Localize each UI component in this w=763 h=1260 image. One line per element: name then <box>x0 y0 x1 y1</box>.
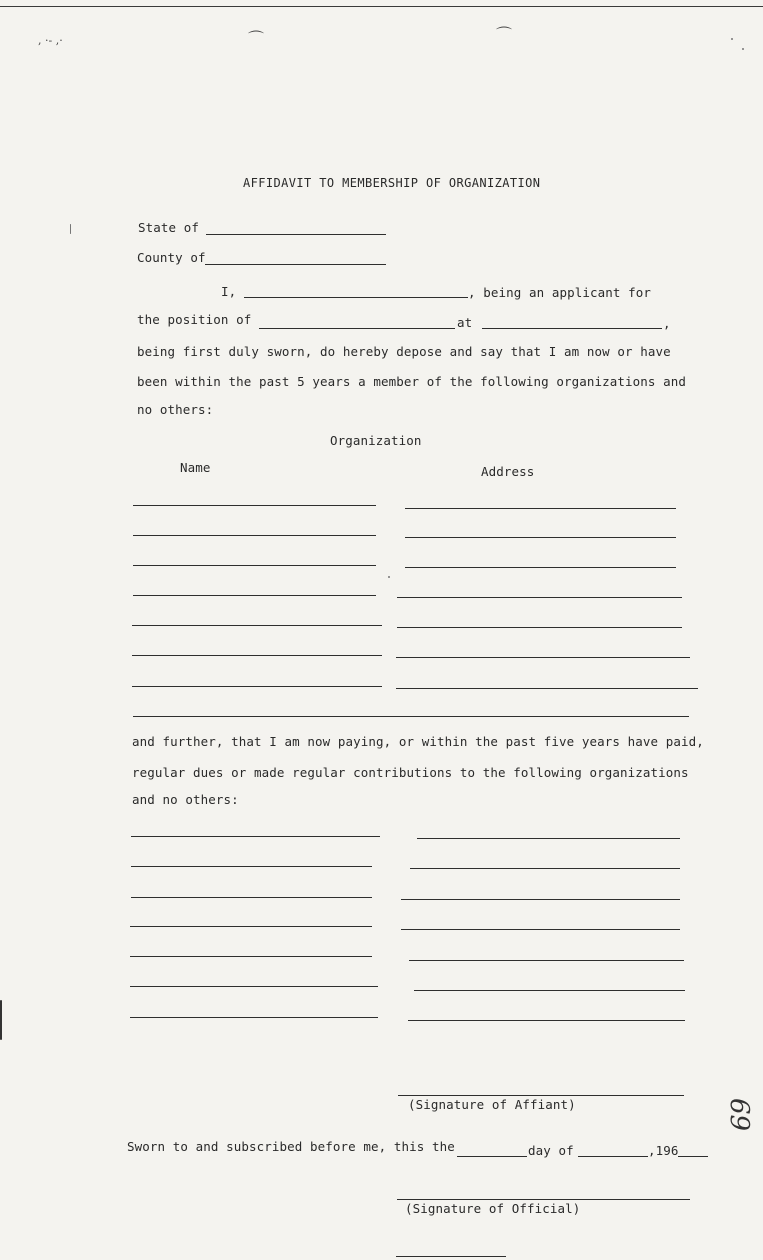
i-label: I, <box>221 284 237 299</box>
scan-speck <box>388 576 390 578</box>
handwritten-margin-note: 69 <box>724 1098 754 1132</box>
scan-mark-top-center-1: ⌒ <box>248 29 265 48</box>
year-label: ,196 <box>648 1143 679 1158</box>
bottom-extra-line[interactable] <box>396 1256 506 1257</box>
dues-name-line[interactable] <box>130 956 372 957</box>
scan-mark-top-left: , ·- ,· <box>38 34 63 47</box>
applicant-name-blank[interactable] <box>244 297 468 298</box>
para2-line1: and further, that I am now paying, or within the past five years have paid, <box>132 734 704 749</box>
dues-address-line[interactable] <box>417 838 680 839</box>
state-label: State of <box>138 220 200 235</box>
scan-speck <box>0 1000 2 1040</box>
para1-line3: no others: <box>137 402 214 417</box>
org-address-line[interactable] <box>405 567 676 568</box>
scan-speck <box>742 48 744 50</box>
document-title: AFFIDAVIT TO MEMBERSHIP OF ORGANIZATION <box>243 176 541 190</box>
official-signature-line[interactable] <box>397 1199 690 1200</box>
org-address-line[interactable] <box>396 688 698 689</box>
dues-address-line[interactable] <box>401 929 680 930</box>
dues-name-line[interactable] <box>130 986 378 987</box>
dues-address-line[interactable] <box>401 899 680 900</box>
org-address-line[interactable] <box>396 657 690 658</box>
applicant-text: , being an applicant for <box>468 285 652 300</box>
org-name-line[interactable] <box>132 655 382 656</box>
county-label: County of <box>137 250 206 265</box>
org-name-line[interactable] <box>133 535 376 536</box>
org-name-line[interactable] <box>132 625 382 626</box>
month-blank[interactable] <box>578 1156 648 1157</box>
para1-line1: being first duly sworn, do hereby depose and say that I am now or have <box>137 344 671 359</box>
org-address-line[interactable] <box>397 627 682 628</box>
scan-mark-top-center-2: ⌒ <box>496 25 513 44</box>
official-signature-label: (Signature of Official) <box>405 1201 581 1216</box>
year-blank[interactable] <box>678 1156 708 1157</box>
state-blank[interactable] <box>206 234 386 235</box>
dues-name-line[interactable] <box>131 866 372 867</box>
org-name-line[interactable] <box>133 505 376 506</box>
org-address-line[interactable] <box>405 508 676 509</box>
org-full-line[interactable] <box>133 716 689 717</box>
org-name-line[interactable] <box>133 565 376 566</box>
dues-name-line[interactable] <box>130 926 372 927</box>
org-name-line[interactable] <box>133 595 376 596</box>
para1-line2: been within the past 5 years a member of the following organizations and <box>137 374 687 389</box>
day-blank[interactable] <box>457 1156 527 1157</box>
dues-name-line[interactable] <box>131 836 380 837</box>
name-header: Name <box>180 460 211 475</box>
position-comma: , <box>663 316 671 331</box>
org-name-line[interactable] <box>132 686 382 687</box>
at-label: at <box>457 315 473 330</box>
address-header: Address <box>481 464 535 479</box>
organization-header: Organization <box>330 433 422 448</box>
org-address-line[interactable] <box>405 537 676 538</box>
dues-address-line[interactable] <box>409 960 684 961</box>
day-of-label: day of <box>528 1143 574 1158</box>
location-blank[interactable] <box>482 328 662 329</box>
affiant-signature-label: (Signature of Affiant) <box>408 1097 576 1112</box>
dues-address-line[interactable] <box>408 1020 685 1021</box>
position-blank[interactable] <box>259 328 455 329</box>
position-label: the position of <box>137 312 252 327</box>
county-blank[interactable] <box>205 264 386 265</box>
top-rule <box>0 6 763 7</box>
affiant-signature-line[interactable] <box>398 1095 684 1096</box>
para2-line2: regular dues or made regular contributions to the following organizations <box>132 765 689 780</box>
org-address-line[interactable] <box>397 597 682 598</box>
dues-address-line[interactable] <box>414 990 685 991</box>
para2-line3: and no others: <box>132 792 239 807</box>
scan-speck <box>70 224 71 234</box>
scan-speck <box>731 38 733 40</box>
sworn-text: Sworn to and subscribed before me, this the <box>127 1139 455 1154</box>
dues-name-line[interactable] <box>131 897 372 898</box>
dues-address-line[interactable] <box>410 868 680 869</box>
dues-name-line[interactable] <box>130 1017 378 1018</box>
